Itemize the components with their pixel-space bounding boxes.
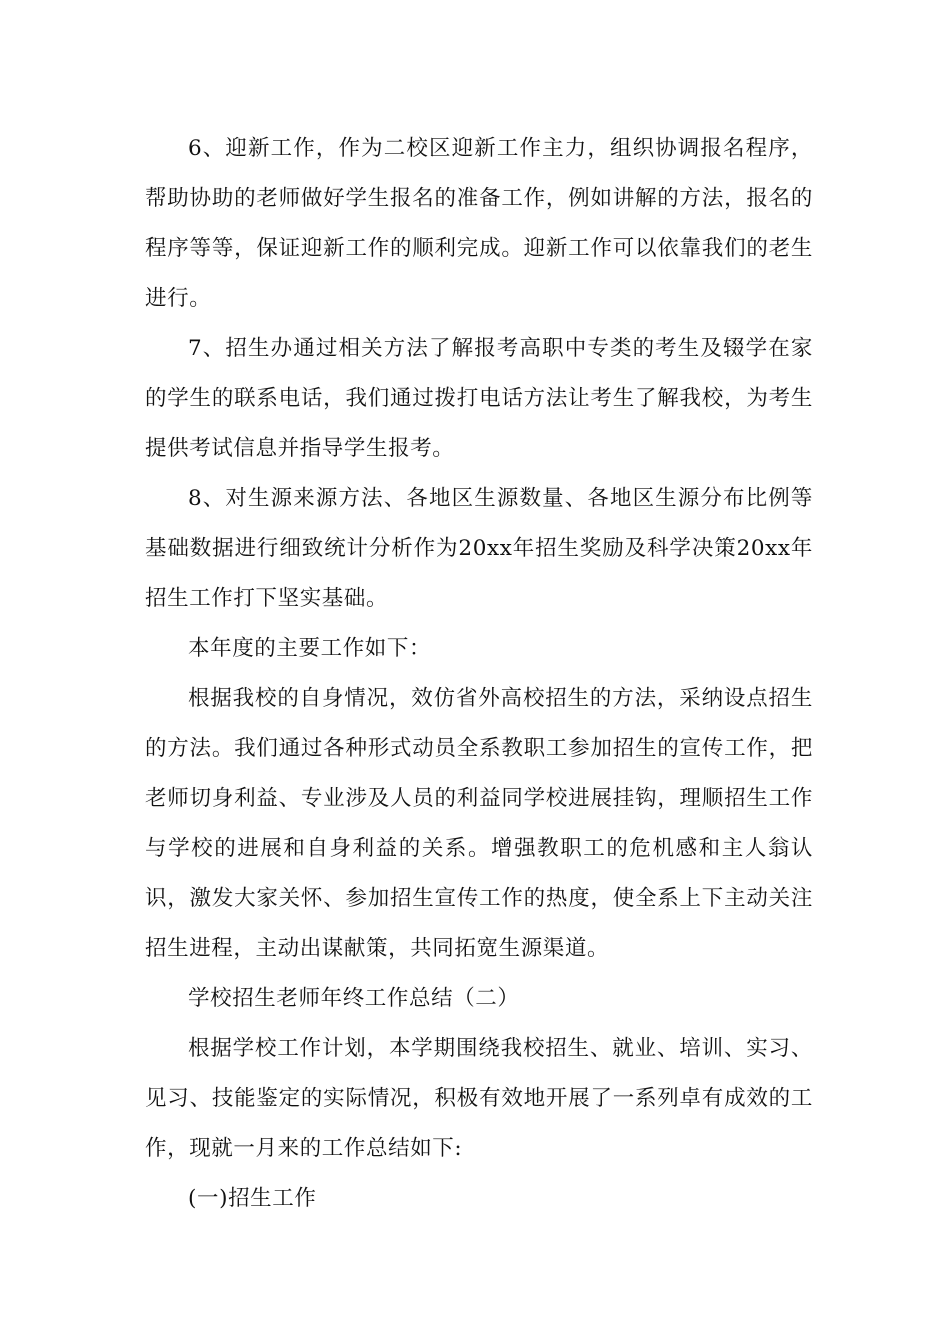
paragraph-item-6: 6、迎新工作，作为二校区迎新工作主力，组织协调报名程序，帮助协助的老师做好学生报名的准备工作，例如讲解的方法，报名的程序等等，保证迎新工作的顺利完成。迎新工作可以依靠我们的老生进行。 [145,136,813,311]
paragraph-main-work: 根据我校的自身情况，效仿省外高校招生的方法，采纳设点招生的方法。我们通过各种形式动员全系教职工参加招生的宣传工作，把老师切身利益、专业涉及人员的利益同学校进展挂钩，理顺招生工作与学校的进展和自身利益的关系。增强教职工的危机感和主人翁认识，激发大家关怀、参加招生宣传工作的热度，使全系上下主动关注招生进程，主动出谋献策，共同拓宽生源渠道。 [145,686,813,961]
subsection-heading: (一)招生工作 [188,1186,317,1211]
section-intro: 本年度的主要工作如下： [188,636,432,661]
section-heading: 学校招生老师年终工作总结（二） [188,986,520,1011]
paragraph-item-8: 8、对生源来源方法、各地区生源数量、各地区生源分布比例等基础数据进行细致统计分析作为20xx年招生奖励及科学决策20xx年招生工作打下坚实基础。 [145,486,813,611]
document-body [145,124,813,1224]
paragraph-item-7: 7、招生办通过相关方法了解报考高职中专类的考生及辍学在家的学生的联系电话，我们通过拨打电话方法让考生了解我校，为考生提供考试信息并指导学生报考。 [145,336,813,461]
paragraph-summary: 根据学校工作计划，本学期围绕我校招生、就业、培训、实习、见习、技能鉴定的实际情况，积极有效地开展了一系列卓有成效的工作，现就一月来的工作总结如下: [145,1036,813,1161]
